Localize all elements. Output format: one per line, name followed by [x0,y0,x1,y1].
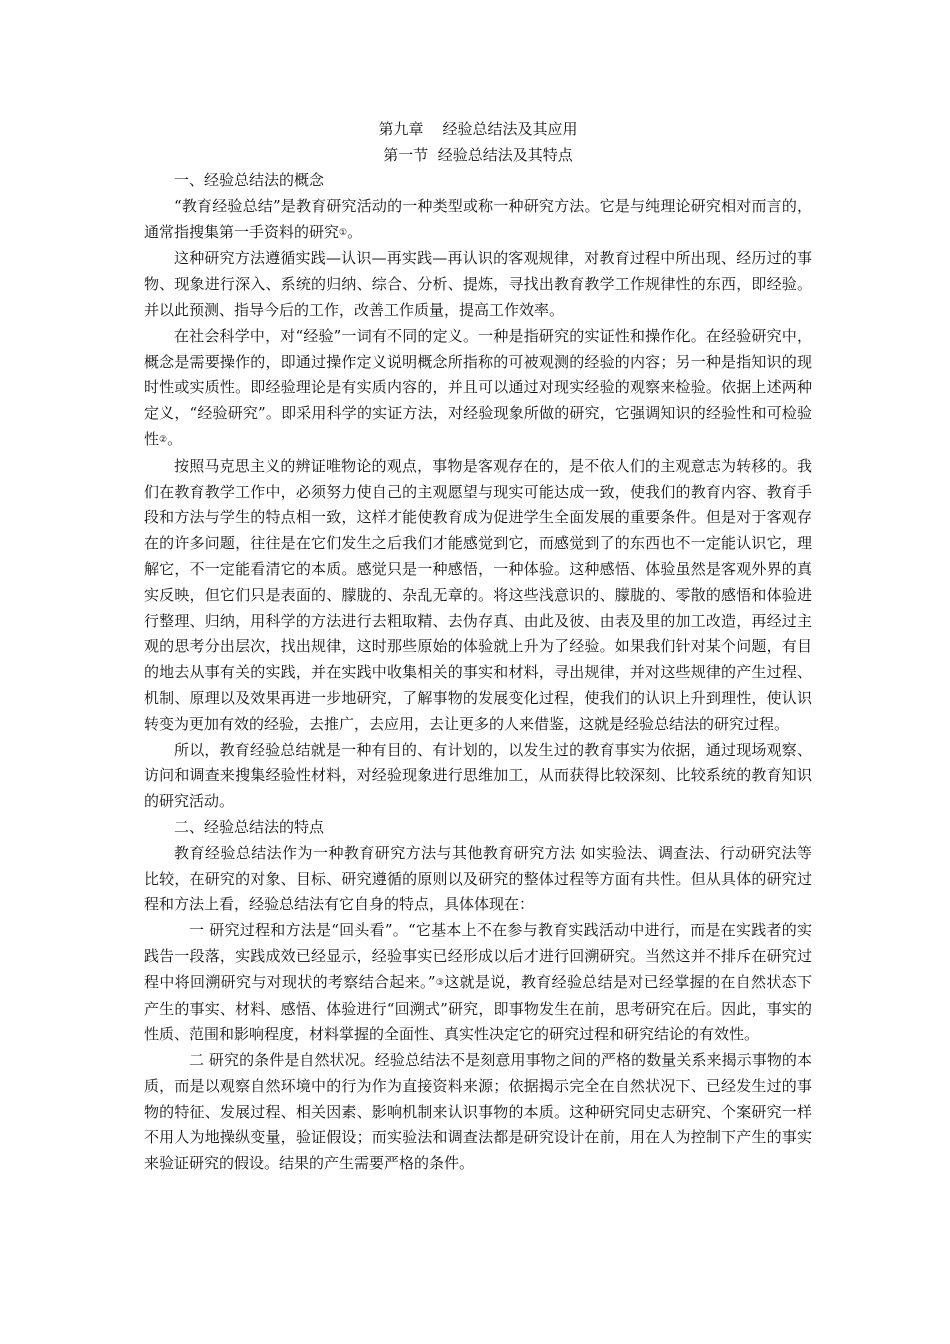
paragraph-text: 在社会科学中，对“经验”一词有不同的定义。一种是指研究的实证性和操作化。在经验研究中，概念是需要操作的，即通过操作定义说明概念所指称的可被观测的经验的内容；另一种是指知识的现时性或实质性。即经验理论是有实质内容的，并且可以通过对现实经验的观察来检验。依据上述两种定义，“经验研究”。即采用科学的实证方法，对经验现象所做的研究，它强调知识的经验性和可检验性 [144,326,812,448]
footnote-marker: ② [159,434,168,445]
paragraph-end: 。 [347,222,363,241]
subheading-features: 二、经验总结法的特点 [174,817,325,836]
section-title: 第一节 经验总结法及其特点 [383,146,573,164]
paragraph-text: “教育经验总结”是教育研究活动的一种类型或称一种研究方法。它是与纯理论研究相对而言的，通常指搜集第一手资料的研究 [144,196,812,241]
paragraph: 按照马克思主义的辨证唯物论的观点，事物是客观存在的，是不依人们的主观意志为转移的。我们在教育教学工作中，必须努力使自己的主观愿望与现实可能达成一致，使我们的教育内容、教育手段和方法与学生的特点相一致，这样才能使教育成为促进学生全面发展的重要条件。但是对于客观存在的许多问题，往往是在它们发生之后我们才能感觉到它，而感觉到了的东西也不一定能认识它，理解它，不一定能看清它的本质。感觉只是一种感悟，一种体验。这种感悟、体验虽然是客观外界的真实反映，但它们只是表面的、朦胧的、杂乱无章的。将这些浅意识的、朦胧的、零散的感悟和体验进行整理、归纳，用科学的方法进行去粗取精、去伪存真、由此及彼、由表及里的加工改造，再经过主观的思考分出层次，找出规律，这时那些原始的体验就上升为了经验。如果我们针对某个问题，有目的地去从事有关的实践，并在实践中收集相关的事实和材料，寻出规律，并对这些规律的产生过程、机制、原理以及效果再进一步地研究，了解事物的发展变化过程，使我们的认识上升到理性，使认识转变为更加有效的经验，去推广，去应用，去让更多的人来借鉴，这就是经验总结法的研究过程。 [144,456,812,733]
footnote-marker: ① [339,227,348,238]
feature-item-text: 一 研究过程和方法是“回头看”。“它基本上不在参与教育实践活动中进行，而是在实践者的实践告一段落，实践成效已经显示，经验事实已经形成以后才进行回溯研究。当然这并不排斥在研究过程中将回溯研究与对现状的考察结合起来。” [144,921,812,991]
chapter-title: 第九章 经验总结法及其应用 [378,120,578,138]
footnote-marker: ③ [435,977,445,988]
paragraph: 这种研究方法遵循实践—认识—再实践—再认识的客观规律，对教育过程中所出现、经历过的事物、现象进行深入、系统的归纳、综合、分析、提炼，寻找出教育教学工作规律性的东西，即经验。并以此预测、指导今后的工作，改善工作质量，提高工作效率。 [144,249,812,319]
paragraph: 教育经验总结法作为一种教育研究方法与其他教育研究方法 如实验法、调查法、行动研究法等 比较，在研究的对象、目标、研究遵循的原则以及研究的整体过程等方面有共性。但从具体的研究过程和方法上看，经验总结法有它自身的特点，具体体现在： [144,843,812,914]
feature-item [144,918,812,1048]
paragraph-end: 。 [167,429,183,448]
paragraph [144,194,812,247]
paragraph [144,324,812,454]
feature-item-text-rest: 这就是说，教育经验总结是对已经掌握的在自然状态下产生的事实、材料、感悟、体验进行“回溯式”研究，即事物发生在前，思考研究在后。因此，事实的性质、范围和影响程度，材料掌握的全面性、真实性决定它的研究过程和研究结论的有效性。 [144,972,813,1044]
subheading-concept: 一、经验总结法的概念 [174,171,325,189]
feature-item: 二 研究的条件是自然状况。经验总结法不是刻意用事物之间的严格的数量关系来揭示事物的本质，而是以观察自然环境中的行为作为直接资料来源；依据揭示完全在自然状况下、已经发生过的事物的特征、发展过程、相关因素、影响机制来认识事物的本质。这种研究同史志研究、个案研究一样不用人为地操纵变量，验证假设；而实验法和调查法都是研究设计在前，用在人为控制下产生的事实来验证研究的假设。结果的产生需要严格的条件。 [144,1051,812,1173]
document-body [144,116,812,1177]
paragraph: 所以，教育经验总结就是一种有目的、有计划的，以发生过的教育事实为依据，通过现场观察、访问和调查来搜集经验性材料，对经验现象进行思维加工，从而获得比较深刻、比较系统的教育知识的研究活动。 [144,740,812,811]
